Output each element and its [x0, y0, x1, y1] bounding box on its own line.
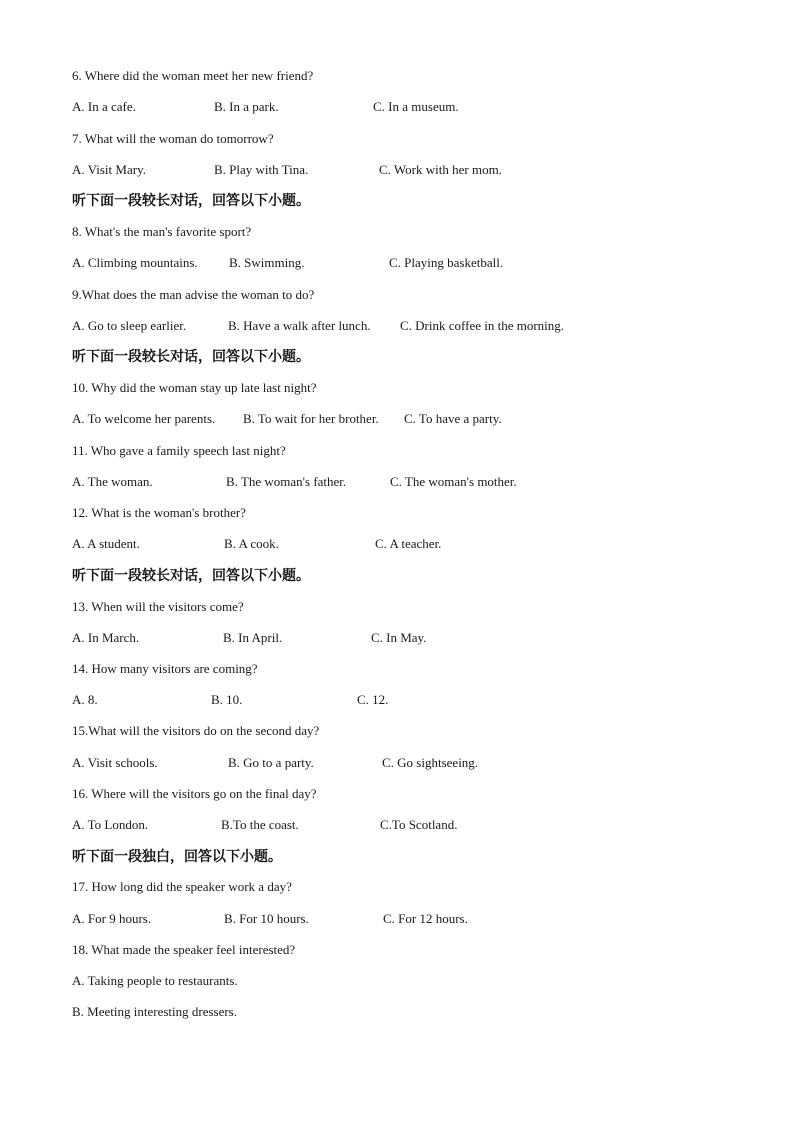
question-9: 9.What does the man advise the woman to do?: [72, 287, 315, 302]
question-15: 15.What will the visitors do on the second day?: [72, 723, 320, 738]
option-15c: C. Go sightseeing.: [382, 755, 479, 770]
option-10b: B. To wait for her brother.: [243, 411, 379, 426]
option-9b: B. Have a walk after lunch.: [228, 318, 371, 333]
section-heading-4: 听下面一段独白，回答以下小题。: [72, 849, 282, 865]
options-17: [72, 909, 672, 929]
option-14b: B. 10.: [211, 692, 243, 707]
question-16: 16. Where will the visitors go on the final day?: [72, 786, 317, 801]
question-17: 17. How long did the speaker work a day?: [72, 879, 292, 894]
option-13c: C. In May.: [371, 630, 427, 645]
option-14c: C. 12.: [357, 692, 389, 707]
question-8: 8. What's the man's favorite sport?: [72, 224, 252, 239]
options-11: [72, 472, 672, 492]
option-12c: C. A teacher.: [375, 536, 442, 551]
section-heading-2: 听下面一段较长对话，回答以下小题。: [72, 349, 310, 365]
option-17a: A. For 9 hours.: [72, 911, 152, 926]
question-12: 12. What is the woman's brother?: [72, 505, 246, 520]
option-10c: C. To have a party.: [404, 411, 502, 426]
options-15: [72, 753, 672, 773]
option-6a: A. In a cafe.: [72, 99, 136, 114]
option-8a: A. Climbing mountains.: [72, 255, 198, 270]
options-6: [72, 97, 672, 117]
option-11a: A. The woman.: [72, 474, 153, 489]
question-14: 14. How many visitors are coming?: [72, 661, 258, 676]
option-11b: B. The woman's father.: [226, 474, 347, 489]
option-6b: B. In a park.: [214, 99, 279, 114]
question-13: 13. When will the visitors come?: [72, 599, 244, 614]
option-13a: A. In March.: [72, 630, 140, 645]
option-16c: C.To Scotland.: [380, 817, 458, 832]
options-8: [72, 253, 672, 273]
question-6: 6. Where did the woman meet her new friend?: [72, 68, 314, 83]
option-13b: B. In April.: [223, 630, 283, 645]
option-15b: B. Go to a party.: [228, 755, 314, 770]
option-7a: A. Visit Mary.: [72, 162, 146, 177]
option-16a: A. To London.: [72, 817, 149, 832]
section-heading-1: 听下面一段较长对话，回答以下小题。: [72, 193, 310, 209]
option-11c: C. The woman's mother.: [390, 474, 517, 489]
option-18a: A. Taking people to restaurants.: [72, 973, 238, 988]
option-17c: C. For 12 hours.: [383, 911, 468, 926]
option-14a: A. 8.: [72, 692, 98, 707]
option-15a: A. Visit schools.: [72, 755, 158, 770]
option-17b: B. For 10 hours.: [224, 911, 309, 926]
options-7: [72, 160, 672, 180]
question-18: 18. What made the speaker feel interested?: [72, 942, 296, 957]
options-13: [72, 628, 672, 648]
question-11: 11. Who gave a family speech last night?: [72, 443, 286, 458]
options-10: [72, 409, 672, 429]
option-10a: A. To welcome her parents.: [72, 411, 216, 426]
option-8b: B. Swimming.: [229, 255, 305, 270]
option-9a: A. Go to sleep earlier.: [72, 318, 187, 333]
option-9c: C. Drink coffee in the morning.: [400, 318, 565, 333]
option-7b: B. Play with Tina.: [214, 162, 309, 177]
option-7c: C. Work with her mom.: [379, 162, 502, 177]
options-12: [72, 534, 672, 554]
options-14: [72, 690, 672, 710]
question-7: 7. What will the woman do tomorrow?: [72, 131, 274, 146]
question-10: 10. Why did the woman stay up late last night?: [72, 380, 317, 395]
options-16: [72, 815, 672, 835]
option-16b: B.To the coast.: [221, 817, 299, 832]
option-8c: C. Playing basketball.: [389, 255, 504, 270]
options-9: [72, 316, 712, 336]
option-6c: C. In a museum.: [373, 99, 459, 114]
option-12b: B. A cook.: [224, 536, 279, 551]
option-12a: A. A student.: [72, 536, 140, 551]
section-heading-3: 听下面一段较长对话，回答以下小题。: [72, 568, 310, 584]
option-18b: B. Meeting interesting dressers.: [72, 1004, 237, 1019]
